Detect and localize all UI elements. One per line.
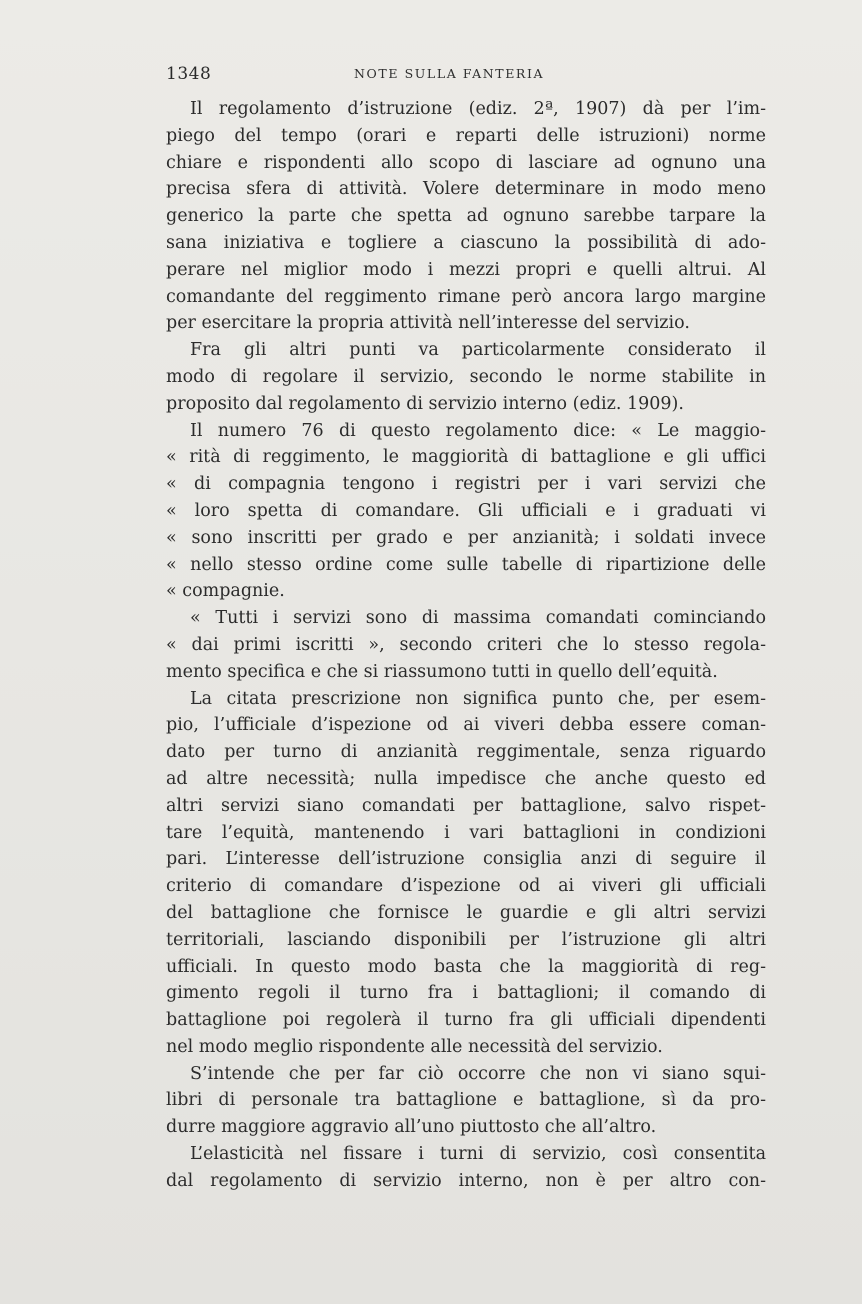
- text-line: « di compagnia tengono i registri per i vari servizi che: [166, 474, 766, 495]
- text-line: piego del tempo (orari e reparti delle istruzioni) norme: [166, 125, 766, 146]
- text-line: ad altre necessità; nulla impedisce che anche questo ed: [166, 768, 766, 789]
- text-line: « rità di reggimento, le maggiorità di battaglione e gli uffici: [166, 447, 766, 468]
- text-line: precisa sfera di attività. Volere determinare in modo meno: [166, 179, 766, 200]
- text-line: criterio di comandare d’ispezione od ai viveri gli ufficiali: [166, 876, 766, 897]
- body-text: [166, 96, 766, 1195]
- text-line: Fra gli altri punti va particolarmente considerato il: [190, 340, 766, 361]
- text-line: pari. L’interesse dell’istruzione consiglia anzi di seguire il: [166, 849, 766, 870]
- text-line: L’elasticità nel fissare i turni di servizio, così consentita: [190, 1144, 766, 1165]
- text-line: Il numero 76 di questo regolamento dice: « Le maggio-: [190, 420, 766, 441]
- text-line: altri servizi siano comandati per battaglione, salvo rispet-: [166, 795, 766, 816]
- text-line: sana iniziativa e togliere a ciascuno la possibilità di ado-: [166, 232, 766, 253]
- text-line: La citata prescrizione non significa punto che, per esem-: [190, 688, 766, 709]
- text-line: dato per turno di anzianità reggimentale, senza riguardo: [166, 742, 766, 763]
- text-line: per esercitare la propria attività nell’interesse del servizio.: [166, 313, 690, 334]
- text-line: « sono inscritti per grado e per anzianità; i soldati invece: [166, 527, 766, 548]
- text-line: generico la parte che spetta ad ognuno sarebbe tarpare la: [166, 206, 766, 227]
- page-header: [166, 64, 766, 90]
- text-line: chiare e rispondenti allo scopo di lasciare ad ognuno una: [166, 152, 766, 173]
- text-line: del battaglione che fornisce le guardie e gli altri servizi: [166, 902, 766, 923]
- text-line: ufficiali. In questo modo basta che la maggiorità di reg-: [166, 956, 766, 977]
- text-line: territoriali, lasciando disponibili per l’istruzione gli altri: [166, 929, 766, 950]
- text-line: dal regolamento di servizio interno, non è per altro con-: [166, 1170, 766, 1191]
- text-line: battaglione poi regolerà il turno fra gli ufficiali dipendenti: [166, 1010, 766, 1031]
- text-line: nel modo meglio rispondente alle necessità del servizio.: [166, 1036, 663, 1057]
- text-line: « dai primi iscritti », secondo criteri che lo stesso regola-: [166, 634, 766, 655]
- text-line: « Tutti i servizi sono di massima comandati cominciando: [190, 608, 766, 629]
- text-line: Il regolamento d’istruzione (ediz. 2ª, 1907) dà per l’im-: [190, 99, 766, 119]
- page-number: 1348: [166, 64, 212, 84]
- text-line: comandante del reggimento rimane però ancora largo margine: [166, 286, 766, 307]
- text-line: mento specifica e che si riassumono tutti in quello dell’equità.: [166, 661, 718, 682]
- text-line: « compagnie.: [166, 581, 285, 602]
- text-line: « nello stesso ordine come sulle tabelle di ripartizione delle: [166, 554, 766, 575]
- text-line: tare l’equità, mantenendo i vari battaglioni in condizioni: [166, 822, 766, 843]
- text-line: modo di regolare il servizio, secondo le norme stabilite in: [166, 366, 766, 387]
- text-line: S’intende che per far ciò occorre che non vi siano squi-: [190, 1063, 766, 1084]
- text-line: « loro spetta di comandare. Gli ufficiali e i graduati vi: [166, 500, 766, 521]
- text-line: pio, l’ufficiale d’ispezione od ai viveri debba essere coman-: [166, 715, 766, 736]
- text-line: perare nel miglior modo i mezzi propri e quelli altrui. Al: [166, 259, 766, 280]
- text-line: libri di personale tra battaglione e battaglione, sì da pro-: [166, 1090, 766, 1111]
- running-title: NOTE SULLA FANTERIA: [354, 66, 545, 81]
- text-line: gimento regoli il turno fra i battaglioni; il comando di: [166, 983, 766, 1004]
- text-line: proposito dal regolamento di servizio interno (ediz. 1909).: [166, 393, 684, 414]
- text-line: durre maggiore aggravio all’uno piuttosto che all’altro.: [166, 1117, 657, 1138]
